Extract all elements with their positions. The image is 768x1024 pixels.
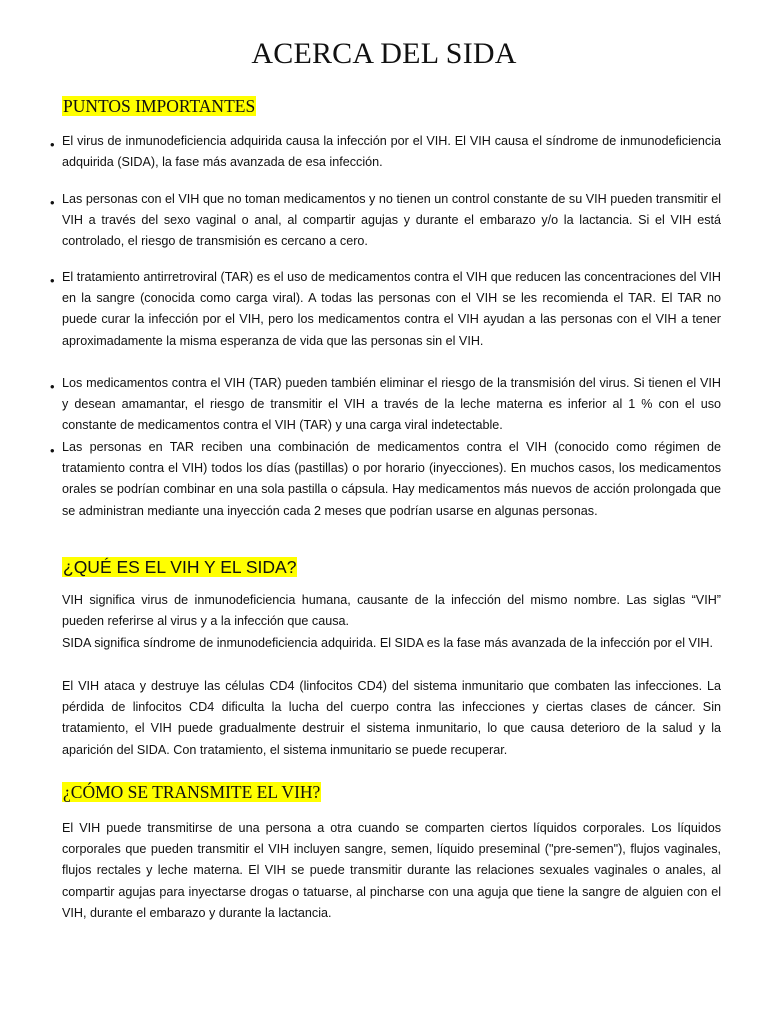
que-es-paragraph-2: SIDA significa síndrome de inmunodeficiencia adquirida. El SIDA es la fase más avanzada de la infección por el VIH. xyxy=(62,636,714,650)
bullet-paragraph-3: El tratamiento antirretroviral (TAR) es el uso de medicamentos contra el VIH que reducen las concentraciones del VIH en la sangre (conocida como carga viral). A todas las personas con el VIH se les recomienda el TAR. El TAR no puede curar la infección por el VIH, pero los medicamentos contra el VIH ayudan a las personas con el VIH a tener aproximadamente la misma esperanza de vida que las personas sin el VIH. xyxy=(62,270,721,348)
que-es-paragraph-1: VIH significa virus de inmunodeficiencia humana, causante de la infección del mismo nombre. Las siglas “VIH” pueden referirse al virus y a la infección que causa. xyxy=(62,593,721,629)
como-paragraph: El VIH puede transmitirse de una persona a otra cuando se comparten ciertos líquidos corporales. Los líquidos corporales que pueden transmitir el VIH incluyen sangre, semen, líquido preseminal ("pre-semen"), flujos vaginales, flujos rectales y leche materna. El VIH se puede transmitir durante las relaciones sexuales vaginales o anales, al compartir agujas para inyectarse drogas o tatuarse, al pincharse con una aguja que tiene la sangre de alguien con el VIH, durante el embarazo y durante la lactancia. xyxy=(62,821,721,920)
bullet-icon: • xyxy=(50,443,55,458)
bullet-paragraph-2: Las personas con el VIH que no toman medicamentos y no tienen un control constante de su VIH pueden transmitir el VIH a través del sexo vaginal o anal, al compartir agujas y durante el embarazo y/o la lactancia. Si el VIH está controlado, el riesgo de transmisión es cercano a cero. xyxy=(62,192,721,249)
bullet-icon: • xyxy=(50,137,55,152)
bullet-paragraph-4: Los medicamentos contra el VIH (TAR) pueden también eliminar el riesgo de la transmisión del virus. Si tienen el VIH y desean amamantar, el riesgo de transmitir el VIH a través de la leche materna es inferior al 1 % con el uso constante de medicamentos contra el VIH (TAR) y una carga viral indetectable. xyxy=(62,376,721,433)
highlighted-heading-text: ¿QUÉ ES EL VIH Y EL SIDA? xyxy=(63,557,297,577)
section-heading-como xyxy=(62,781,321,803)
bullet-paragraph-5: Las personas en TAR reciben una combinación de medicamentos contra el VIH (conocido como régimen de tratamiento contra el VIH) todos los días (pastillas) o por horario (inyecciones). En muchos casos, los medicamentos orales se podrían combinar en una sola pastilla o cápsula. Hay medicamentos más nuevos de acción prolongada que se administran mediante una inyección cada 2 meses que podrían usarse en algunas personas. xyxy=(62,440,721,518)
bullet-icon: • xyxy=(50,379,55,394)
bullet-icon: • xyxy=(50,195,55,210)
highlighted-heading-text: ¿CÓMO SE TRANSMITE EL VIH? xyxy=(63,782,321,802)
section-heading-que-es xyxy=(62,556,297,578)
bullet-icon: • xyxy=(50,273,55,288)
section-heading-puntos xyxy=(62,95,256,117)
highlighted-heading-text: PUNTOS IMPORTANTES xyxy=(63,96,256,116)
document-title: ACERCA DEL SIDA xyxy=(251,37,517,70)
que-es-paragraph-3: El VIH ataca y destruye las células CD4 (linfocitos CD4) del sistema inmunitario que combaten las infecciones. La pérdida de linfocitos CD4 dificulta la lucha del cuerpo contra las infecciones y ciertas clases de cáncer. Sin tratamiento, el VIH puede gradualmente destruir el sistema inmunitario, lo que causa deterioro de la salud y la aparición del SIDA. Con tratamiento, el sistema inmunitario se puede recuperar. xyxy=(62,679,721,757)
bullet-paragraph-1: El virus de inmunodeficiencia adquirida causa la infección por el VIH. El VIH causa el síndrome de inmunodeficiencia adquirida (SIDA), la fase más avanzada de esa infección. xyxy=(62,134,721,170)
